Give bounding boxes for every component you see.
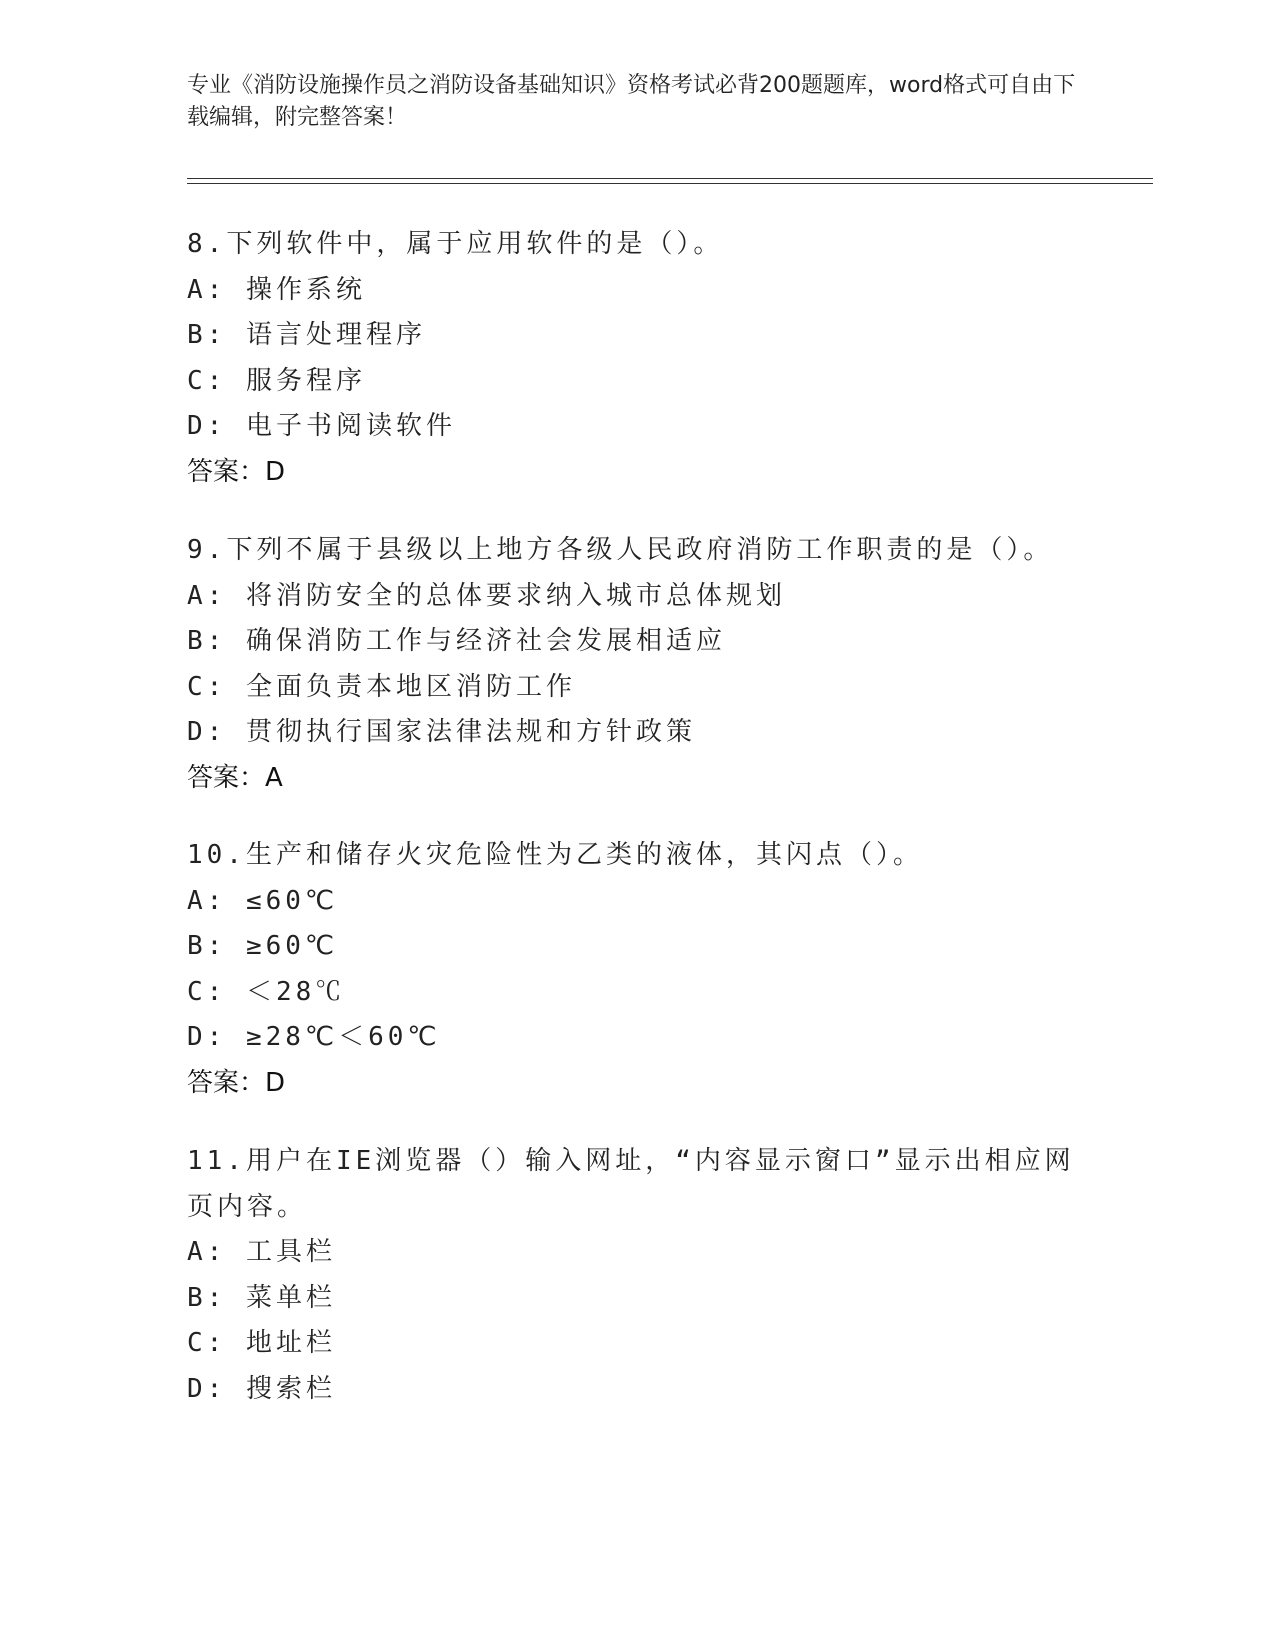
option-d: D: ≥28℃＜60℃	[187, 1022, 441, 1052]
answer-label: 答案：D	[187, 456, 286, 487]
question-10	[187, 833, 1087, 1106]
question-11	[187, 1139, 1087, 1412]
question-9-stem	[187, 528, 1087, 574]
question-9	[187, 528, 1087, 801]
option-d: D: 贯彻执行国家法律法规和方针政策	[187, 717, 696, 747]
question-10-stem	[187, 833, 1087, 879]
option-b: B: 确保消防工作与经济社会发展相适应	[187, 626, 726, 656]
double-divider	[187, 178, 1153, 184]
question-text: 生产和储存火灾危险性为乙类的液体，其闪点（）。	[245, 840, 923, 870]
option-b: B: 语言处理程序	[187, 320, 426, 350]
option-c: C: ＜28℃	[187, 976, 346, 1007]
question-number: 11.	[187, 1146, 246, 1176]
option-a: A: 操作系统	[187, 274, 366, 305]
question-8	[187, 222, 1087, 495]
question-8-stem	[187, 222, 1087, 268]
question-text: 下列不属于县级以上地方各级人民政府消防工作职责的是（）。	[226, 535, 1054, 565]
option-a: A: 将消防安全的总体要求纳入城市总体规划	[187, 580, 786, 611]
option-c: C: 全面负责本地区消防工作	[187, 671, 576, 702]
question-number: 10.	[187, 840, 246, 870]
option-c: C: 地址栏	[187, 1328, 336, 1358]
option-d: D: 电子书阅读软件	[187, 411, 456, 441]
option-b: B: 菜单栏	[187, 1282, 336, 1313]
question-number: 8.	[187, 229, 227, 259]
option-b: B: ≥60℃	[187, 931, 339, 961]
document-intro: 专业《消防设施操作员之消防设备基础知识》资格考试必背200题题库，word格式可自由下载编辑，附完整答案！	[187, 73, 1076, 130]
option-c: C: 服务程序	[187, 365, 366, 396]
option-d: D: 搜索栏	[187, 1373, 336, 1404]
question-text: 用户在IE浏览器（）输入网址，“内容显示窗口”显示出相应网	[245, 1146, 1075, 1176]
option-a: A: 工具栏	[187, 1237, 336, 1267]
question-11-stem	[187, 1139, 1087, 1185]
option-a: A: ≤60℃	[187, 885, 339, 916]
question-text: 下列软件中，属于应用软件的是（）。	[226, 229, 724, 259]
answer-label: 答案：A	[187, 762, 283, 793]
question-11-stem-cont: 页内容。	[187, 1191, 308, 1222]
question-number: 9.	[187, 535, 227, 565]
answer-label: 答案：D	[187, 1067, 286, 1098]
